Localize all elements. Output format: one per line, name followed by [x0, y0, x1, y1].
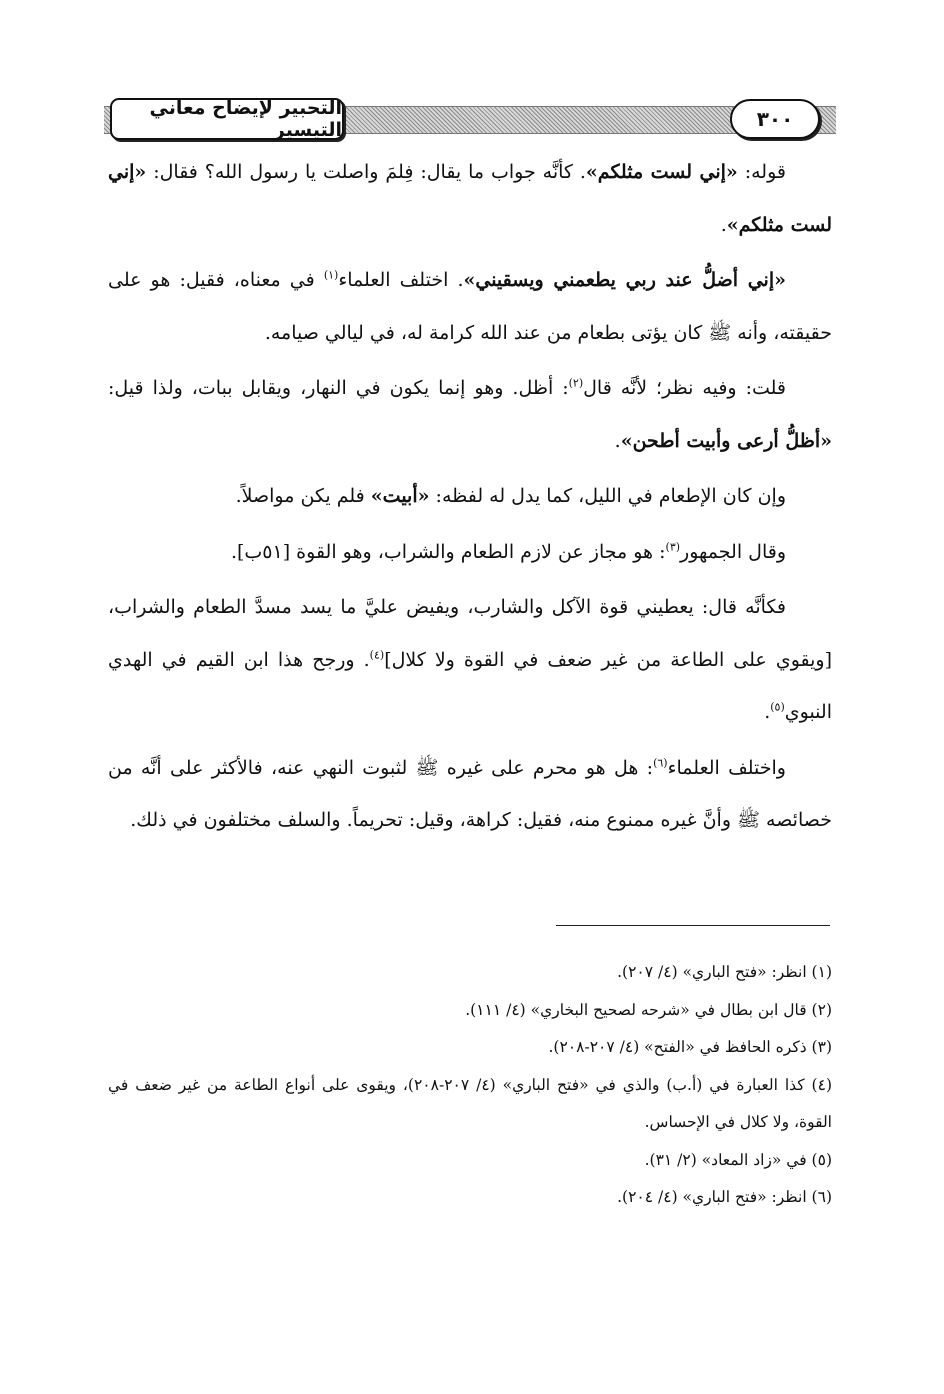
text-run: واختلف العلماء [667, 756, 786, 779]
quoted-text: «إني أضلُّ عند ربي يطعمني ويسقيني» [463, 269, 786, 291]
paragraph [108, 742, 832, 847]
footnote: (٦) انظر: «فتح الباري» (٤/ ٢٠٤). [617, 1188, 832, 1206]
paragraph [108, 470, 832, 523]
page-number: ٣٠٠ [730, 99, 820, 139]
text-run: : هو مجاز عن لازم الطعام والشراب، وهو القوة [٥١ب]. [230, 540, 666, 563]
text-run: . [764, 701, 771, 723]
footnote-ref: (٤) [369, 648, 385, 662]
footnote: (٣) ذكره الحافظ في «الفتح» (٤/ ٢٠٧-٢٠٨). [548, 1038, 832, 1056]
text-run: فكأنَّه قال: يعطيني قوة الآكل والشارب، ويفيض عليَّ ما يسد مسدَّ الطعام والشراب، [ويقوي على الطاعة من غير ضعف في القوة ولا كلال] [108, 596, 832, 671]
footnote-ref: (١) [323, 268, 339, 282]
paragraph [108, 254, 832, 359]
running-header [104, 96, 836, 144]
footnote: (٢) قال ابن بطال في «شرحه لصحيح البخاري» (٤/ ١١١). [465, 1000, 832, 1019]
text-run: وقال الجمهور [680, 540, 786, 563]
main-text [108, 146, 832, 847]
footnote-ref: (٦) [653, 756, 668, 770]
text-run: وإن كان الإطعام في الليل، كما يدل له لفظه: [429, 485, 786, 507]
text-run: . اختلف العلماء [338, 269, 464, 291]
footnote: (١) انظر: «فتح الباري» (٤/ ٢٠٧). [617, 963, 832, 981]
footnote-ref: (٢) [568, 376, 584, 390]
paragraph [108, 526, 832, 579]
footnotes [108, 954, 832, 1217]
text-run: قلت: وفيه نظر؛ لأنَّه قال [583, 377, 786, 399]
paragraph [108, 362, 832, 467]
text-run: . كأنَّه جواب ما يقال: فِلمَ واصلت يا رسول الله؟ فقال: [146, 161, 586, 183]
text-run: . [720, 213, 727, 236]
footnote-ref: (٥) [770, 700, 785, 714]
footnote: (٥) في «زاد المعاد» (٢/ ٣١). [644, 1150, 832, 1169]
text-run: . ورجح هذا ابن القيم في الهدي النبوي [108, 648, 832, 723]
footnote: (٤) كذا العبارة في (أ.ب) والذي في «فتح الباري» (٤/ ٢٠٧-٢٠٨)، ويقوى على أنواع الطاعة من غير ضعف في القوة، ولا كلال في الإحساس. [108, 1075, 832, 1131]
paragraph [108, 581, 832, 739]
text-run: في معناه، فقيل: هو على حقيقته، وأنه ﷺ كان يؤتى بطعام من عند الله كرامة له، في ليالي صيامه. [108, 269, 832, 344]
quoted-text: «أظلُّ أرعى وأبيت أطحن» [620, 429, 832, 452]
text-run: : هل هو محرم على غيره ﷺ لثبوت النهي عنه، فالأكثر على أنَّه من خصائصه ﷺ وأنَّ غيره ممنوع منه، فقيل: كراهة، وقيل: تحريماً. والسلف مختلفون في ذلك. [108, 756, 832, 831]
paragraph [108, 146, 832, 251]
footnote-ref: (٣) [665, 540, 681, 554]
text-run: : أظل. وهو إنما يكون في النهار، ويقابل ببات، ولذا قيل: [108, 377, 569, 399]
quoted-text: «إني لست مثلكم» [108, 161, 832, 236]
footnote-separator [556, 925, 830, 926]
text-run: . [614, 429, 621, 452]
text-run: فلم يكن مواصلاً. [235, 485, 371, 507]
quoted-text: «أبيت» [370, 485, 430, 507]
book-title: التحبير لإيضاح معاني التيسير [110, 98, 344, 140]
quoted-text: «إني لست مثلكم» [585, 161, 738, 183]
text-run: قوله: [737, 161, 786, 183]
